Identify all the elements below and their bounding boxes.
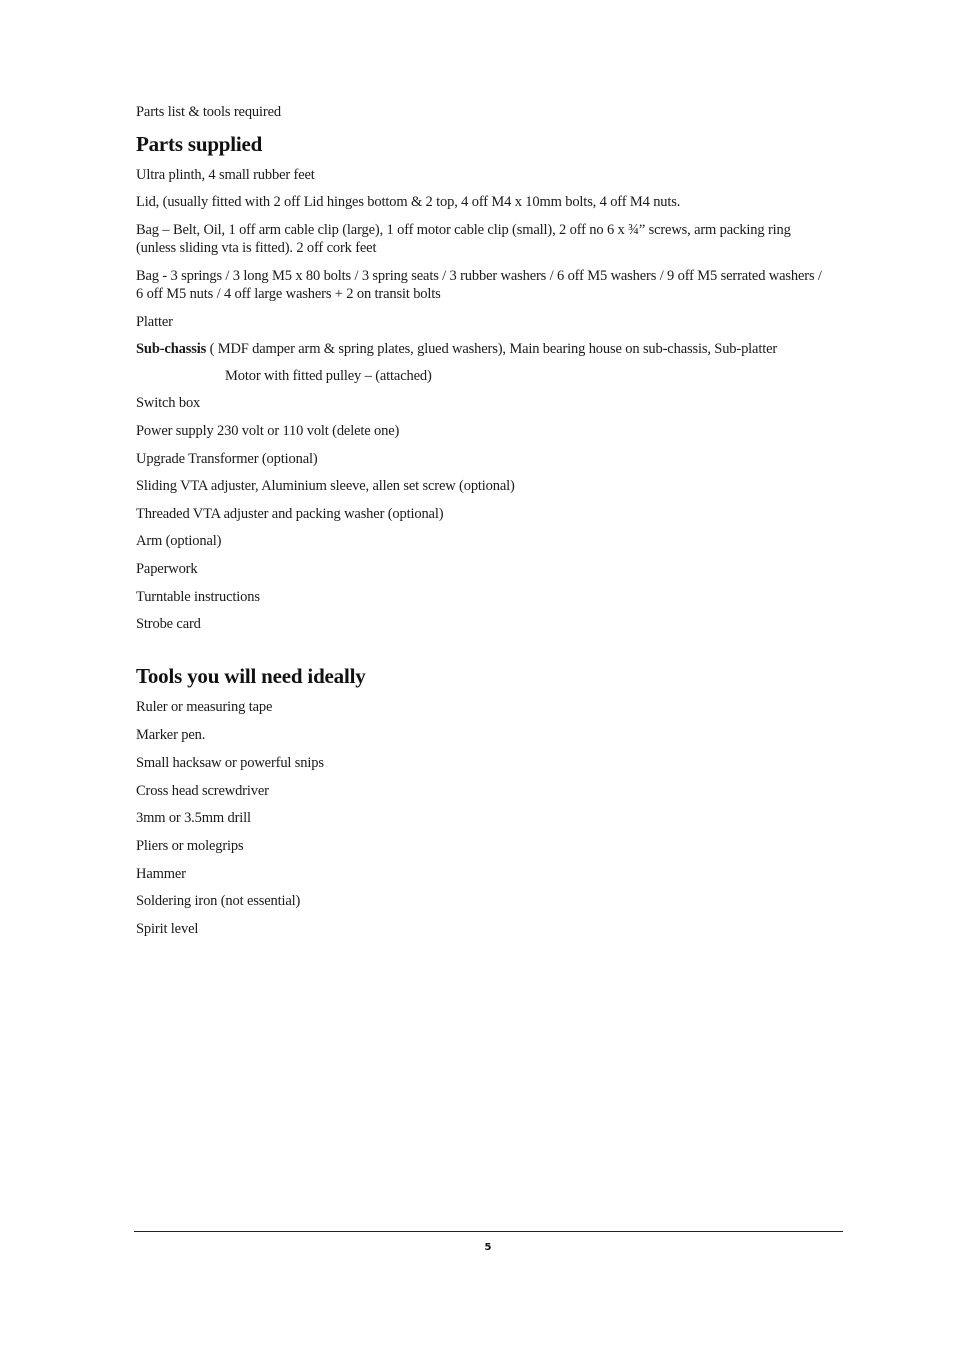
parts-item: Strobe card [136, 616, 201, 632]
parts-heading: Parts supplied [136, 132, 263, 156]
parts-item: Threaded VTA adjuster and packing washer (optional) [136, 506, 444, 522]
parts-item: Motor with fitted pulley – (attached) [225, 368, 432, 384]
tools-item: Marker pen. [136, 727, 206, 743]
page-content [136, 103, 826, 948]
sub-chassis-label: Sub-chassis [136, 341, 207, 357]
parts-item: Switch box [136, 395, 201, 411]
tools-item: Cross head screwdriver [136, 783, 269, 799]
parts-item: Power supply 230 volt or 110 volt (delete one) [136, 423, 400, 439]
parts-item: Ultra plinth, 4 small rubber feet [136, 167, 315, 183]
parts-item: Platter [136, 314, 173, 330]
parts-item: Bag – Belt, Oil, 1 off arm cable clip (large), 1 off motor cable clip (small), 2 off no 6 x ¾” screws, arm packing ring (unless sliding vta is fitted). 2 off cork feet [136, 222, 791, 256]
page-number: 5 [484, 1242, 492, 1253]
tools-item: Hammer [136, 866, 186, 882]
tools-item: 3mm or 3.5mm drill [136, 810, 251, 826]
parts-item: Paperwork [136, 561, 198, 577]
tools-item: Soldering iron (not essential) [136, 893, 301, 909]
parts-item: Turntable instructions [136, 589, 260, 605]
intro-line: Parts list & tools required [136, 104, 281, 120]
tools-item: Small hacksaw or powerful snips [136, 755, 324, 771]
parts-item [136, 340, 826, 358]
footer-divider [134, 1231, 843, 1232]
parts-item: Sliding VTA adjuster, Aluminium sleeve, allen set screw (optional) [136, 478, 515, 494]
parts-item: Upgrade Transformer (optional) [136, 451, 318, 467]
tools-item: Ruler or measuring tape [136, 699, 273, 715]
tools-item: Spirit level [136, 921, 199, 937]
parts-item: Arm (optional) [136, 533, 222, 549]
tools-item: Pliers or molegrips [136, 838, 244, 854]
sub-chassis-detail: ( MDF damper arm & spring plates, glued washers), Main bearing house on sub-chassis, Sub-platter [206, 341, 778, 357]
parts-item: Lid, (usually fitted with 2 off Lid hinges bottom & 2 top, 4 off M4 x 10mm bolts, 4 off M4 nuts. [136, 194, 681, 210]
parts-item: Bag - 3 springs / 3 long M5 x 80 bolts / 3 spring seats / 3 rubber washers / 6 off M5 washers / 9 off M5 serrated washers / 6 off M5 nuts / 4 off large washers + 2 on transit bolts [136, 268, 822, 302]
tools-heading: Tools you will need ideally [136, 664, 366, 688]
